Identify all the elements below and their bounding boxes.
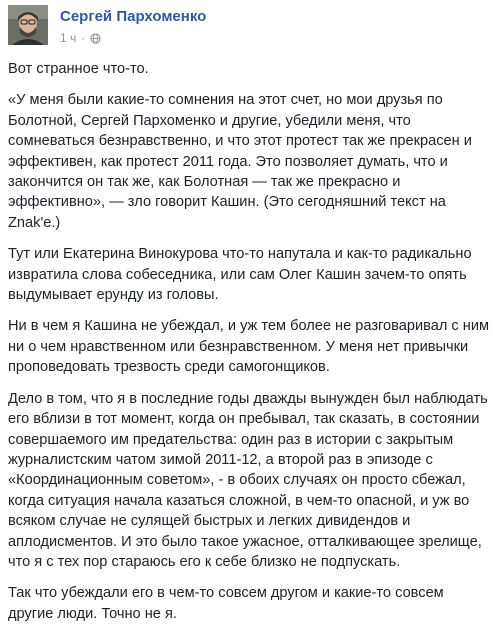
text-line: что я с тех пор стараюсь его к себе близко не подпускать. [8, 553, 401, 570]
text-line: Так что убеждали его в чем-то совсем другом и какие-то совсем [8, 585, 444, 602]
text-line: Дело в том, что я в последние годы дважды вынужден был наблюдать [8, 390, 488, 407]
post-paragraph [8, 583, 486, 624]
text-line: Болотной, Сергей Пархоменко и другие, убедили меня, что [8, 112, 411, 129]
text-line: Ни в чем я Кашина не убеждал, и уж тем более не разговаривал с ним [8, 318, 490, 335]
post-paragraph [8, 316, 490, 377]
post-body [8, 59, 490, 635]
text-line: журналистским чатом зимой 2011-12, а второй раз в эпизоде с [8, 451, 433, 468]
text-line: эффективно», — зло говорит Кашин. (Это сегодняшний текст на [8, 194, 446, 211]
post-paragraph [8, 244, 486, 305]
text-line: аплодисментов. И это было такое ужасное, отталкивающее зрелище, [8, 533, 482, 550]
text-line: другие люди. Точно не я. [8, 605, 177, 622]
post-paragraph [8, 59, 486, 79]
text-line: когда ситуация начала казаться сложной, в чем-то опасной, и уж во [8, 492, 470, 509]
text-line: «Координационным советом», - в обоих случаях он просто сбежал, [8, 472, 466, 489]
author-avatar[interactable] [8, 5, 48, 45]
text-line: эффективен, как протест 2011 года. Это позволяет думать, что и [8, 153, 448, 170]
text-line: Тут или Екатерина Винокурова что-то напутала и как-то радикально [8, 246, 472, 263]
text-line: его вблизи в тот момент, когда он пребывал, так сказать, в состоянии [8, 411, 480, 428]
post-paragraph [8, 389, 486, 573]
text-line: всяком случае не сулящей быстрых и легких дивидендов и [8, 513, 411, 530]
text-line: извратила слова собеседника, или сам Олег Кашин зачем-то опять [8, 266, 467, 283]
meta-separator: · [81, 31, 86, 45]
text-line: закончится он так же, как Болотная — так же прекрасно и [8, 174, 401, 191]
post-timestamp[interactable]: 1 ч [60, 31, 77, 45]
globe-icon[interactable] [90, 33, 101, 44]
text-line: совершаемого им предательства: один раз в истории с закрытым [8, 431, 454, 448]
text-line: Znak'e.) [8, 214, 61, 231]
text-line: Вот странное что-то. [8, 61, 149, 77]
post-header [8, 5, 485, 49]
text-line: проповедовать трезвость среди самогонщиков. [8, 359, 330, 376]
post-paragraph [8, 90, 486, 233]
text-line: «У меня были какие-то сомнения на этот счет, но мои друзья по [8, 92, 443, 109]
text-line: сомневаться безнравственно, и что этот протест так же прекрасен и [8, 133, 472, 150]
post-meta [60, 31, 101, 45]
text-line: ни о чем нравственном или безнравственном. У меня нет привычки [8, 338, 469, 355]
author-name[interactable]: Сергей Пархоменко [60, 8, 207, 25]
text-line: выдумывает ерунду из головы. [8, 287, 219, 304]
